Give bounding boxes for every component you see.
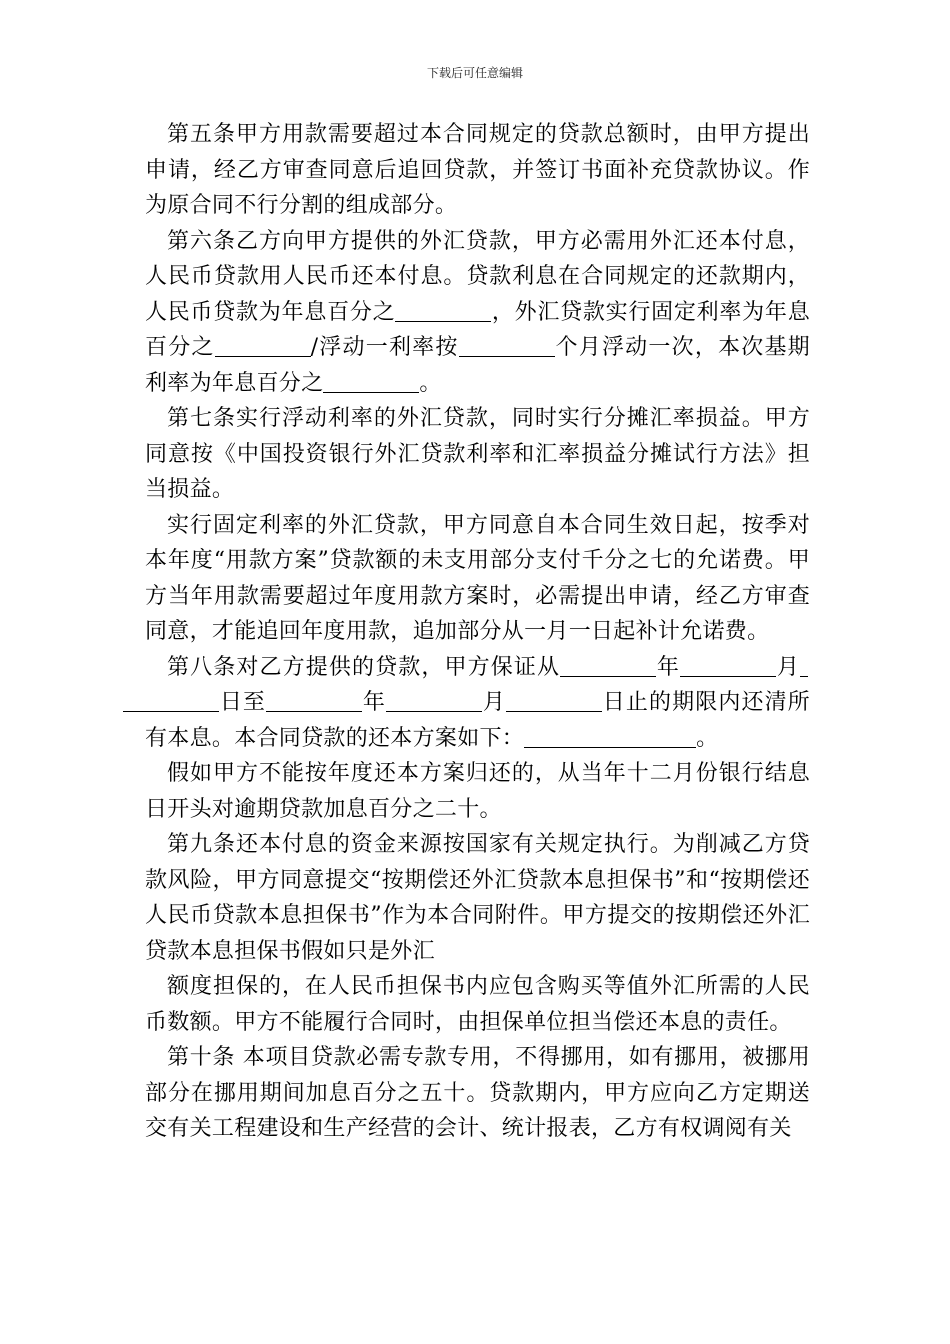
- article-8-day-1: 日至: [219, 690, 267, 715]
- blank-end-day[interactable]: [506, 689, 602, 712]
- blank-start-year[interactable]: [560, 654, 656, 677]
- blank-base-rate[interactable]: [323, 370, 419, 393]
- article-5-paragraph: 第五条甲方用款需要超过本合同规定的贷款总额时，由甲方提出申请，经乙方审查同意后追回贷款，并签订书面补充贷款协议。作为原合同不行分割的组成部分。: [145, 122, 810, 218]
- blank-start-day-a[interactable]: [800, 654, 808, 677]
- article-6-text-3: /浮动一利率按: [310, 335, 459, 360]
- blank-rmb-rate[interactable]: [395, 299, 491, 322]
- page-header: 下载后可任意编辑: [426, 66, 523, 80]
- article-8-year-2: 年: [362, 690, 386, 715]
- blank-repayment-plan[interactable]: [524, 725, 696, 748]
- article-8-paragraph: [145, 650, 810, 757]
- document-body: [145, 117, 810, 1147]
- article-6-paragraph: [145, 224, 810, 402]
- blank-start-day[interactable]: [123, 689, 219, 712]
- article-8-month-2: 月: [482, 690, 506, 715]
- blank-fixed-rate[interactable]: [215, 334, 311, 357]
- article-6-text-1: 第六条乙方向甲方提供的外汇贷款，甲方必需用外汇还本付息，人民币贷款用人民币还本付息。贷款利息在合同规定的还款期内，人民币贷款为年息百分之: [145, 228, 810, 325]
- article-7-paragraph: 第七条实行浮动利率的外汇贷款，同时实行分摊汇率损益。甲方同意按《中国投资银行外汇贷款利率和汇率损益分摊试行方法》担当损益。: [145, 406, 810, 502]
- article-6-text-2: ，外汇贷款实行固定利率为年息百分之: [145, 299, 810, 360]
- fixed-rate-paragraph: 实行固定利率的外汇贷款，甲方同意自本合同生效日起，按季对本年度“用款方案”贷款额的未支用部分支付千分之七的允诺费。甲方当年用款需要超过年度用款方案时，必需提出申请，经乙方审查同意，才能追回年度用款，追加部分从一月一日起补计允诺费。: [145, 512, 810, 644]
- article-8-year-1: 年: [656, 654, 681, 680]
- article-6-text-4: 个月浮动一次，本次基期利率为年息百分之: [145, 335, 810, 396]
- article-6-text-5: 。: [419, 370, 442, 396]
- article-10-paragraph: 第十条 本项目贷款必需专款专用，不得挪用，如有挪用，被挪用部分在挪用期间加息百分之五十。贷款期内，甲方应向乙方定期送交有关工程建设和生产经营的会计、统计报表，乙方有权调阅有关: [145, 1045, 810, 1141]
- article-8-month-1: 月: [776, 654, 800, 680]
- article-8-text-1: 第八条对乙方提供的贷款，甲方保证从: [167, 654, 561, 680]
- article-9-paragraph: 第九条还本付息的资金来源按国家有关规定执行。为削减乙方贷款风险，甲方同意提交“按期偿还外汇贷款本息担保书”和“按期偿还人民币贷款本息担保书”作为本合同附件。甲方提交的按期偿还外汇贷款本息担保书假如只是外汇: [145, 832, 810, 964]
- blank-float-months[interactable]: [459, 334, 555, 357]
- guarantee-paragraph: 额度担保的，在人民币担保书内应包含购买等值外汇所需的人民币数额。甲方不能履行合同时，由担保单位担当偿还本息的责任。: [145, 974, 810, 1035]
- overdue-paragraph: 假如甲方不能按年度还本方案归还的，从当年十二月份银行结息日开头对逾期贷款加息百分之二十。: [145, 761, 810, 822]
- blank-end-month[interactable]: [386, 689, 482, 712]
- article-8-text-2: 日止的期限内还清所有本息。本合同贷款的还本方案如下：: [145, 690, 810, 751]
- blank-start-month[interactable]: [680, 654, 776, 677]
- blank-end-year[interactable]: [266, 689, 362, 712]
- article-8-text-3: 。: [696, 725, 719, 751]
